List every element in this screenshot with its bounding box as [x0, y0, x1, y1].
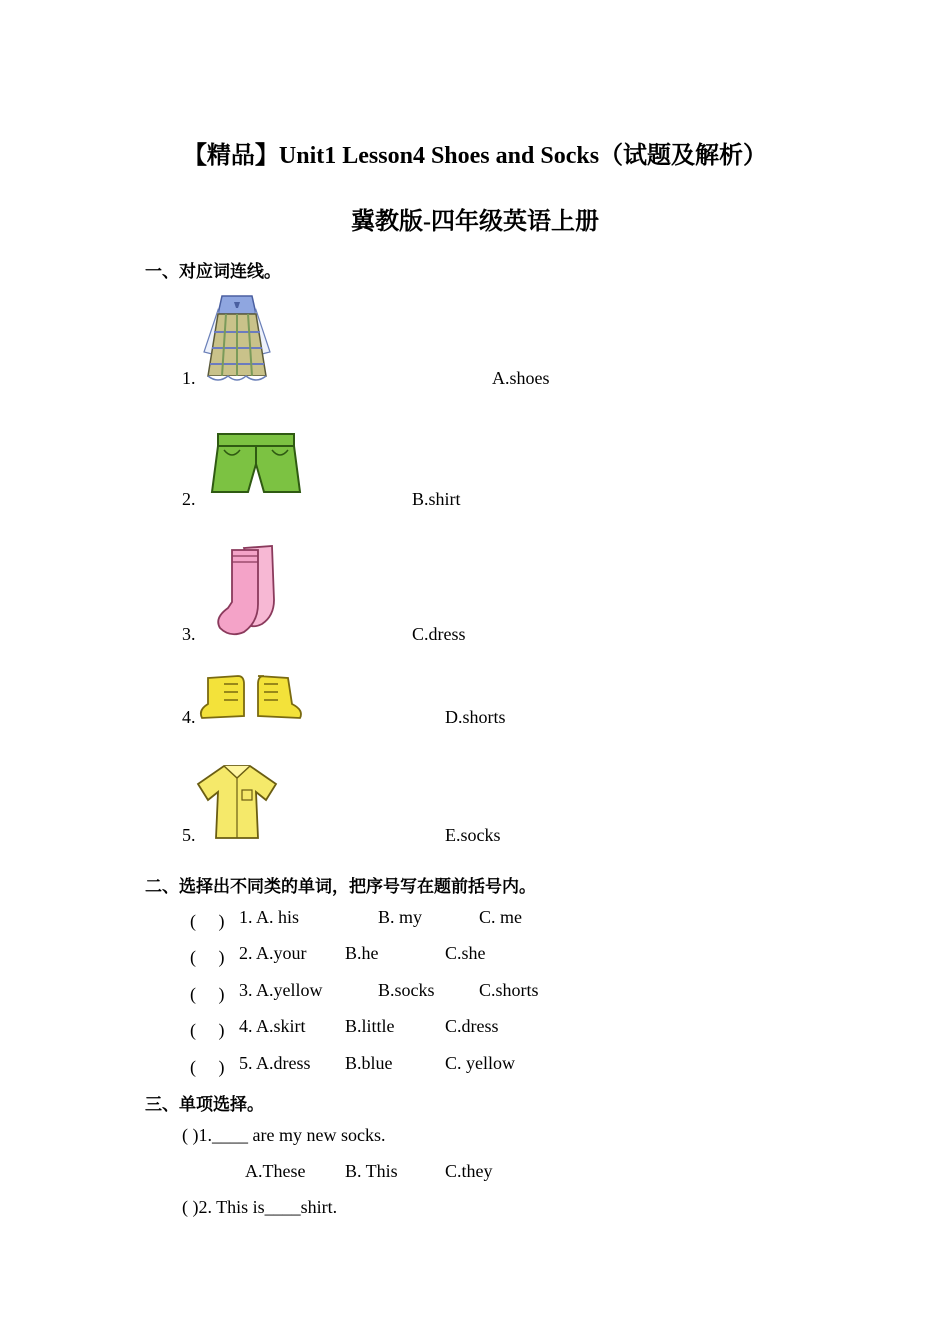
answer-paren: ( )	[190, 911, 225, 931]
question-option-c: C.dress	[445, 1016, 499, 1036]
answer-paren: ( )	[190, 984, 225, 1004]
question-stem: ( )1.____ are my new socks.	[182, 1125, 386, 1145]
dress-picture	[200, 292, 274, 386]
shirt-picture	[196, 760, 278, 842]
question-stem: ( )2. This is____shirt.	[182, 1197, 338, 1217]
section-2-heading: 二、选择出不同类的单词，把序号写在题前括号内。	[145, 877, 536, 897]
item-number: 3.	[182, 624, 196, 644]
word-option: E.socks	[445, 825, 501, 845]
question-option-b: B. my	[378, 907, 423, 927]
section-1-heading: 一、对应词连线。	[145, 262, 281, 282]
item-number: 2.	[182, 489, 196, 509]
page-subtitle: 冀教版-四年级英语上册	[351, 209, 599, 235]
page-title: 【精品】Unit1 Lesson4 Shoes and Socks（试题及解析）	[182, 143, 768, 169]
question-option-a: 4. A.skirt	[239, 1016, 306, 1036]
shoes-picture	[198, 670, 306, 724]
word-option: A.shoes	[492, 368, 550, 388]
answer-paren: ( )	[190, 1057, 225, 1077]
answer-paren: ( )	[190, 1020, 225, 1040]
question-option-b: B.he	[345, 943, 379, 963]
item-number: 4.	[182, 707, 196, 727]
section-3-heading: 三、单项选择。	[145, 1095, 264, 1115]
question-option-c: C. me	[479, 907, 522, 927]
word-option: D.shorts	[445, 707, 506, 727]
answer-paren: ( )	[190, 947, 225, 967]
question-option-c: C.she	[445, 943, 486, 963]
socks-picture	[210, 542, 288, 638]
question-option-c: C.they	[445, 1161, 493, 1181]
question-option-b: B.socks	[378, 980, 435, 1000]
item-number: 5.	[182, 825, 196, 845]
question-option-a: 2. A.your	[239, 943, 307, 963]
shorts-picture	[210, 430, 302, 496]
item-number: 1.	[182, 368, 196, 388]
question-option-b: B. This	[345, 1161, 398, 1181]
question-option-a: 3. A.yellow	[239, 980, 323, 1000]
question-option-c: C.shorts	[479, 980, 539, 1000]
question-option-a: 1. A. his	[239, 907, 300, 927]
word-option: B.shirt	[412, 489, 461, 509]
word-option: C.dress	[412, 624, 466, 644]
question-option-a: 5. A.dress	[239, 1053, 311, 1073]
question-option-b: B.blue	[345, 1053, 393, 1073]
question-option-b: B.little	[345, 1016, 395, 1036]
question-option-c: C. yellow	[445, 1053, 515, 1073]
question-option-a: A.These	[245, 1161, 306, 1181]
